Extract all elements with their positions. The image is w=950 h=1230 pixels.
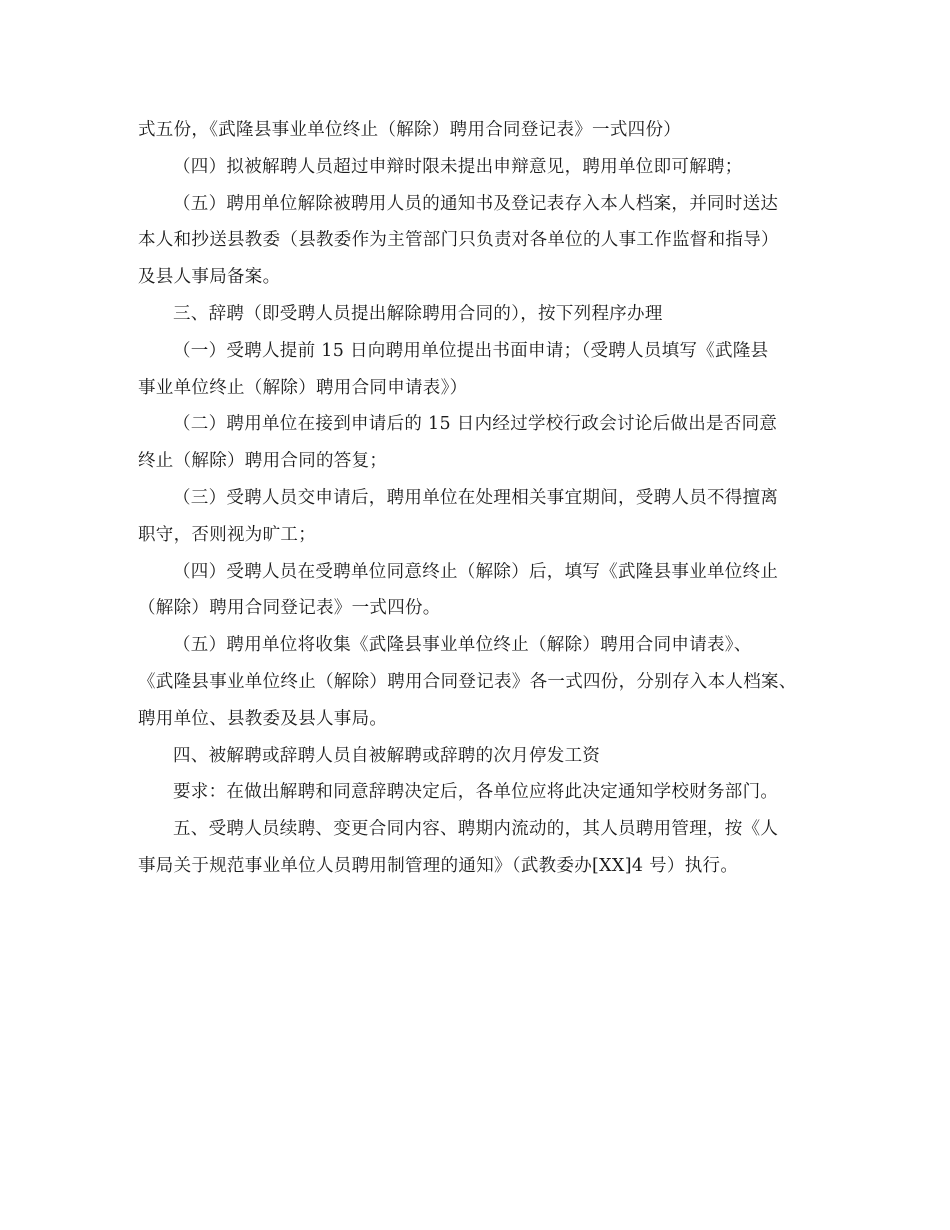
text-line: 事局关于规范事业单位人员聘用制管理的通知》（武教委办[XX]4 号）执行。 [138, 855, 739, 876]
text-line: 事业单位终止（解除）聘用合同申请表》） [138, 377, 468, 398]
text-line: 终止（解除）聘用合同的答复； [138, 451, 388, 472]
text-line: （二）聘用单位在接到申请后的 15 日内经过学校行政会讨论后做出是否同意 [173, 414, 778, 435]
text-line: 本人和抄送县教委（县教委作为主管部门只负责对各单位的人事工作监督和指导） [138, 230, 779, 251]
text-line: 聘用单位、县教委及县人事局。 [138, 708, 388, 729]
text-line: 职守，否则视为旷工； [138, 524, 316, 545]
text-line: 要求：在做出解聘和同意辞聘决定后，各单位应将此决定通知学校财务部门。 [173, 782, 779, 803]
text-line: 及县人事局备案。 [138, 267, 281, 288]
text-line: （五）聘用单位解除被聘用人员的通知书及登记表存入本人档案，并同时送达 [173, 193, 779, 214]
text-line: （一）受聘人提前 15 日向聘用单位提出书面申请；（受聘人员填写《武隆县 [173, 340, 769, 361]
section-heading: 四、被解聘或辞聘人员自被解聘或辞聘的次月停发工资 [173, 745, 601, 766]
document-body [138, 112, 818, 885]
text-line: 《武隆县事业单位终止（解除）聘用合同登记表》各一式四份，分别存入本人档案、 [138, 671, 797, 692]
text-line: （五）聘用单位将收集《武隆县事业单位终止（解除）聘用合同申请表》、 [173, 635, 752, 656]
text-line: （四）拟被解聘人员超过申辩时限未提出申辩意见，聘用单位即可解聘； [173, 156, 743, 177]
text-line: 式五份，《武隆县事业单位终止（解除）聘用合同登记表》一式四份） [138, 120, 682, 140]
text-line: （解除）聘用合同登记表》一式四份。 [138, 598, 441, 619]
section-heading: 三、辞聘（即受聘人员提出解除聘用合同的），按下列程序办理 [173, 303, 663, 324]
section-heading: 五、受聘人员续聘、变更合同内容、聘期内流动的，其人员聘用管理，按《人 [173, 819, 779, 840]
text-line: （四）受聘人员在受聘单位同意终止（解除）后，填写《武隆县事业单位终止 [173, 561, 779, 582]
text-line: （三）受聘人员交申请后，聘用单位在处理相关事宜期间，受聘人员不得擅离 [173, 487, 779, 508]
